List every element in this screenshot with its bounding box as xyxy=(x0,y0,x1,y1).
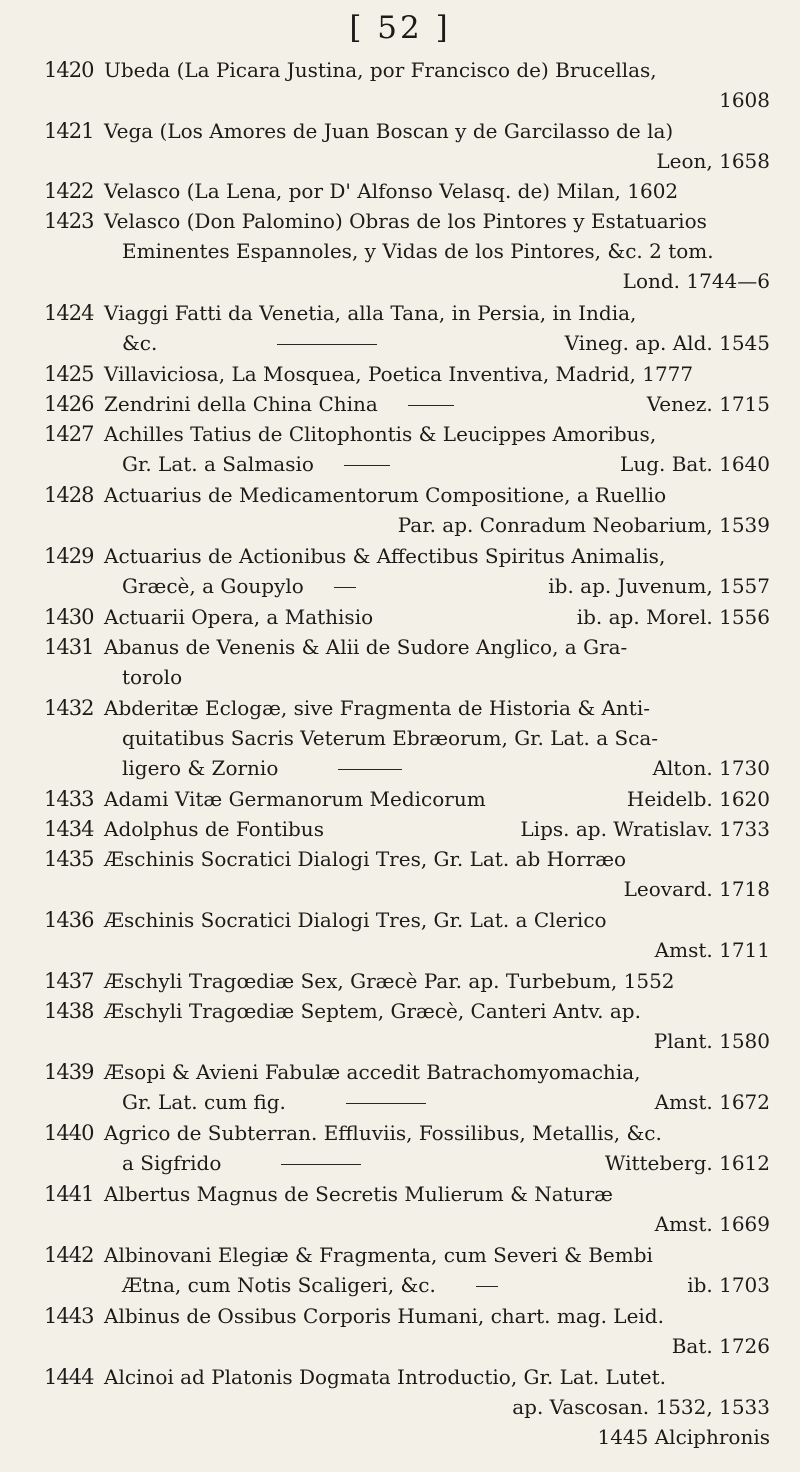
entry-imprint-row xyxy=(104,328,770,358)
entry-imprint: Alton. 1730 xyxy=(652,756,770,780)
entry-number: 1436 xyxy=(44,908,94,932)
entry-number: 1434 xyxy=(44,817,94,841)
entry-number: 1427 xyxy=(44,422,94,446)
entry-imprint: Lond. 1744—6 xyxy=(622,269,770,293)
catalogue-entry xyxy=(44,389,770,419)
entry-imprint: Par. ap. Conradum Neobarium, 1539 xyxy=(397,513,770,537)
entry-text: Adolphus de Fontibus xyxy=(104,817,324,841)
entry-text: Alcinoi ad Platonis Dogmata Introductio, Gr. Lat. Lutet. xyxy=(104,1365,666,1389)
entry-imprint: Leon, 1658 xyxy=(656,149,770,173)
entry-text: Ubeda (La Picara Justina, por Francisco de) Brucellas, xyxy=(104,58,657,82)
entry-number: 1424 xyxy=(44,301,94,325)
entry-text-continued: ligero & Zornio xyxy=(122,756,279,780)
ditto-dash xyxy=(476,1286,498,1287)
entry-number: 1426 xyxy=(44,392,94,416)
catalogue-entry xyxy=(44,1118,770,1178)
entry-imprint-row xyxy=(122,753,770,783)
ditto-dash xyxy=(334,587,356,588)
entry-text: Æschyli Tragœdiæ Septem, Græcè, Canteri Antv. ap. xyxy=(104,999,641,1023)
entry-number: 1439 xyxy=(44,1060,94,1084)
entry-row xyxy=(104,814,770,844)
entry-text: Æschinis Socratici Dialogi Tres, Gr. Lat. ab Horræo xyxy=(104,847,627,871)
entry-imprint-row xyxy=(104,1148,770,1178)
entry-imprint: ap. Vascosan. 1532, 1533 xyxy=(512,1395,770,1419)
entry-number: 1440 xyxy=(44,1121,94,1145)
entry-number: 1444 xyxy=(44,1365,94,1389)
entry-number: 1438 xyxy=(44,999,94,1023)
entry-number: 1441 xyxy=(44,1182,94,1206)
entry-text: Æschyli Tragœdiæ Sex, Græcè Par. ap. Turbebum, 1552 xyxy=(104,969,675,993)
entry-number: 1429 xyxy=(44,544,94,568)
entry-imprint-row xyxy=(104,1270,770,1300)
entry-number: 1443 xyxy=(44,1304,94,1328)
ditto-dash xyxy=(408,405,454,406)
ditto-dash xyxy=(344,465,390,466)
entry-text-continued: Gr. Lat. cum fig. xyxy=(122,1090,286,1114)
entry-number: 1423 xyxy=(44,209,94,233)
entry-number: 1425 xyxy=(44,362,94,386)
entry-number: 1442 xyxy=(44,1243,94,1267)
entry-text: Zendrini della China China xyxy=(104,392,378,416)
entry-imprint: Vineg. ap. Ald. 1545 xyxy=(564,331,770,355)
entry-text: Agrico de Subterran. Effluviis, Fossilibus, Metallis, &c. xyxy=(104,1121,662,1145)
entry-text: Abderitæ Eclogæ, sive Fragmenta de Historia & Anti- xyxy=(104,696,650,720)
catalogue-entry xyxy=(44,905,770,965)
entry-imprint: ib. ap. Morel. 1556 xyxy=(576,605,770,629)
catalogue-entry xyxy=(44,206,770,296)
entry-imprint: ib. ap. Juvenum, 1557 xyxy=(548,574,770,598)
entry-imprint: 1608 xyxy=(719,88,770,112)
catalogue-entry xyxy=(44,298,770,358)
entry-imprint: Amst. 1711 xyxy=(654,938,770,962)
entry-number: 1428 xyxy=(44,483,94,507)
entry-imprint: Plant. 1580 xyxy=(653,1029,770,1053)
entry-imprint: Lips. ap. Wratislav. 1733 xyxy=(520,817,770,841)
entry-text: Viaggi Fatti da Venetia, alla Tana, in Persia, in India, xyxy=(104,301,637,325)
catalogue-entry xyxy=(44,996,770,1056)
entry-text: Actuarius de Actionibus & Affectibus Spiritus Animalis, xyxy=(104,544,666,568)
catalogue-entry xyxy=(44,966,770,996)
entry-text: Albinovani Elegiæ & Fragmenta, cum Severi & Bembi xyxy=(104,1243,653,1267)
ditto-dash xyxy=(277,344,377,345)
entry-number: 1432 xyxy=(44,696,94,720)
catalogue-entry xyxy=(44,1362,770,1422)
entry-row xyxy=(104,602,770,632)
catalogue-entry xyxy=(44,814,770,844)
entry-text: Vega (Los Amores de Juan Boscan y de Garcilasso de la) xyxy=(104,119,674,143)
entry-number: 1422 xyxy=(44,179,94,203)
catalogue-entry xyxy=(44,844,770,904)
entry-text: Æsopi & Avieni Fabulæ accedit Batrachomyomachia, xyxy=(104,1060,641,1084)
entry-number: 1420 xyxy=(44,58,94,82)
entry-imprint-row xyxy=(104,571,770,601)
entry-number: 1421 xyxy=(44,119,94,143)
entry-text-continued: Eminentes Espannoles, y Vidas de los Pintores, &c. 2 tom. xyxy=(122,239,714,263)
catalogue-entry xyxy=(44,784,770,814)
entry-text-continued: Gr. Lat. a Salmasio xyxy=(122,452,314,476)
entry-imprint: Bat. 1726 xyxy=(671,1334,770,1358)
entry-text: Velasco (Don Palomino) Obras de los Pintores y Estatuarios xyxy=(104,209,707,233)
entry-imprint: ib. 1703 xyxy=(687,1273,770,1297)
catalogue-entry xyxy=(44,693,770,783)
entry-row xyxy=(104,784,770,814)
ditto-dash xyxy=(338,769,402,770)
catalogue-entry xyxy=(44,1179,770,1239)
catalogue-entry xyxy=(44,480,770,540)
entry-text: Albertus Magnus de Secretis Mulierum & Naturæ xyxy=(104,1182,613,1206)
entry-imprint-row xyxy=(104,449,770,479)
entry-text: Achilles Tatius de Clitophontis & Leucippes Amoribus, xyxy=(104,422,657,446)
catalogue-entry xyxy=(44,1240,770,1300)
catalogue-entry xyxy=(44,602,770,632)
entry-text-continued: &c. xyxy=(122,331,158,355)
catalogue-entry xyxy=(44,116,770,176)
entry-imprint-row xyxy=(104,1087,770,1117)
catalogue-entry xyxy=(44,1301,770,1361)
page-number: [ 52 ] xyxy=(349,10,451,46)
entry-text-continued: Ætna, cum Notis Scaligeri, &c. xyxy=(122,1273,436,1297)
entry-number: 1430 xyxy=(44,605,94,629)
entry-text: Albinus de Ossibus Corporis Humani, chart. mag. Leid. xyxy=(104,1304,664,1328)
entry-imprint: Lug. Bat. 1640 xyxy=(620,452,770,476)
entry-row xyxy=(104,389,770,419)
catalogue-entry xyxy=(44,1057,770,1117)
catalogue-entry xyxy=(44,632,770,692)
entry-text: Adami Vitæ Germanorum Medicorum xyxy=(104,787,486,811)
entry-text: Actuarii Opera, a Mathisio xyxy=(104,605,374,629)
entry-imprint: Heidelb. 1620 xyxy=(626,787,770,811)
catalogue-entry xyxy=(44,55,770,115)
entry-number: 1431 xyxy=(44,635,94,659)
entry-text: Abanus de Venenis & Alii de Sudore Anglico, a Gra- xyxy=(104,635,628,659)
catalogue-entry xyxy=(44,359,770,389)
entry-text: Actuarius de Medicamentorum Compositione, a Ruellio xyxy=(104,483,667,507)
catalogue-entry xyxy=(44,176,770,206)
entry-text: Æschinis Socratici Dialogi Tres, Gr. Lat. a Clerico xyxy=(104,908,607,932)
entry-text-continued: torolo xyxy=(122,665,183,689)
entry-text: Villaviciosa, La Mosquea, Poetica Inventiva, Madrid, 1777 xyxy=(104,362,694,386)
entry-imprint: Witteberg. 1612 xyxy=(604,1151,770,1175)
entry-number: 1433 xyxy=(44,787,94,811)
entry-number: 1435 xyxy=(44,847,94,871)
entry-text: Velasco (La Lena, por D' Alfonso Velasq. de) Milan, 1602 xyxy=(104,179,679,203)
entry-text-continued: Græcè, a Goupylo xyxy=(122,574,304,598)
ditto-dash xyxy=(281,1164,361,1165)
entry-imprint: Venez. 1715 xyxy=(646,392,770,416)
catalogue-entry xyxy=(44,541,770,601)
entry-text-continued: quitatibus Sacris Veterum Ebræorum, Gr. Lat. a Sca- xyxy=(122,726,659,750)
entry-text-continued: a Sigfrido xyxy=(122,1151,222,1175)
catchword: 1445 Alciphronis xyxy=(597,1425,770,1449)
catalogue-entry xyxy=(44,419,770,479)
catchword-row xyxy=(44,1422,770,1452)
entry-imprint: Leovard. 1718 xyxy=(623,877,770,901)
entry-imprint: Amst. 1669 xyxy=(654,1212,770,1236)
ditto-dash xyxy=(346,1103,426,1104)
entry-number: 1437 xyxy=(44,969,94,993)
entry-imprint: Amst. 1672 xyxy=(654,1090,770,1114)
